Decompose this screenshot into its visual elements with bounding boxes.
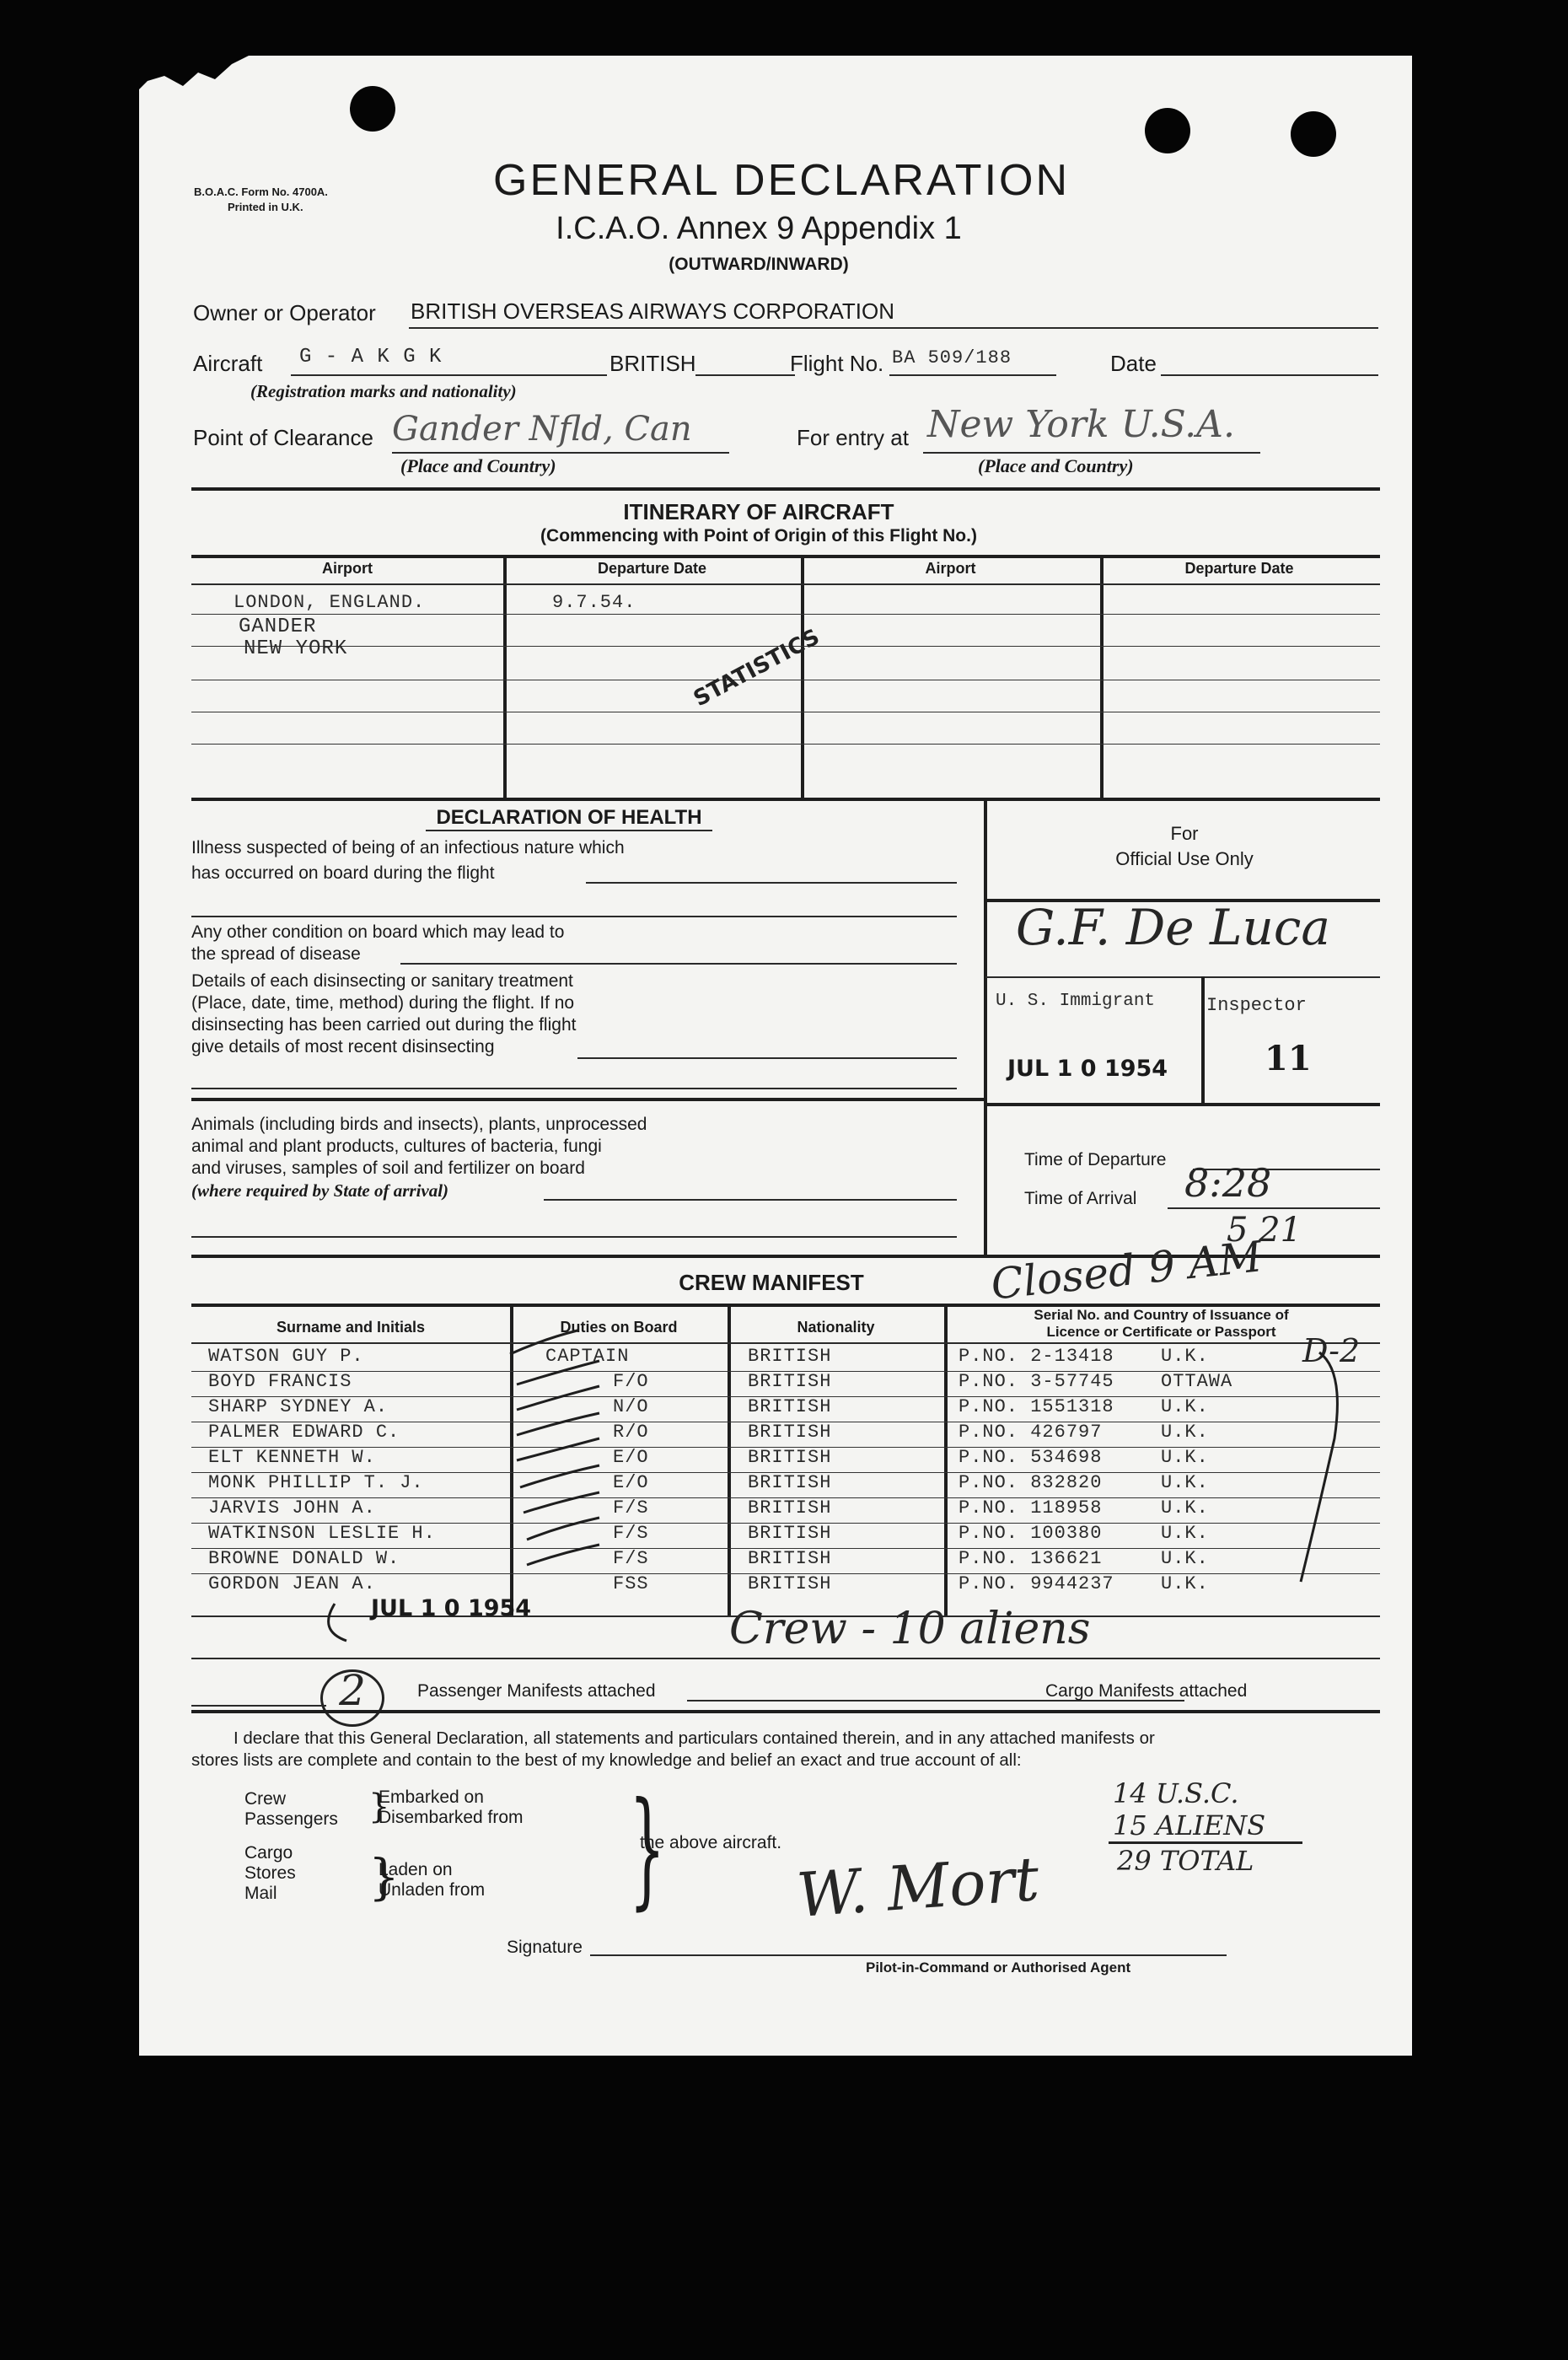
health-q1-line2: has occurred on board during the flight [191,863,495,883]
crew-country: U.K. [1161,1346,1209,1367]
itinerary-airport-1: LONDON, ENGLAND. [234,592,426,613]
tally-usc: 14 U.S.C. [1113,1777,1239,1809]
health-q2-line1: Any other condition on board which may lead to [191,922,565,942]
crew-nationality: BRITISH [748,1422,832,1443]
crew-pno: P.NO. 3-57745 [959,1371,1114,1392]
health-q4-line2: animal and plant products, cultures of bacteria, fungi [191,1137,602,1156]
time-arrival-value: 8:28 [1184,1160,1272,1206]
crew-title: CREW MANIFEST [679,1270,864,1295]
official-inspector-number: 11 [1265,1039,1312,1078]
health-q1-line1: Illness suspected of being of an infectious nature which [191,838,625,857]
health-title: DECLARATION OF HEALTH [436,806,702,829]
printed-in: Printed in U.K. [228,201,303,213]
signature-label: Signature [507,1938,583,1957]
crew-nationality: BRITISH [748,1573,832,1594]
itinerary-title: ITINERARY OF AIRCRAFT [623,499,894,524]
itinerary-date-1: 9.7.54. [552,592,636,613]
place-caption-2: (Place and Country) [978,455,1134,476]
crew-pno: P.NO. 426797 [959,1422,1103,1443]
declaration-crew: Crew [244,1789,287,1809]
signature-line [590,1954,1227,1956]
official-extra-mark: 5 21 [1227,1211,1302,1250]
crew-name: JARVIS JOHN A. [208,1497,376,1519]
tally-total: 29 TOTAL [1117,1845,1254,1877]
declaration-line-2: stores lists are complete and contain to the best of my knowledge and belief an exact and true account of all: [191,1750,1022,1770]
crew-duty: F/O [613,1371,649,1392]
aircraft-value: G - A K G K [299,346,443,368]
crew-col-name: Surname and Initials [276,1319,426,1336]
flight-value: BA 509/188 [892,347,1012,368]
crew-name: WATSON GUY P. [208,1346,364,1367]
crew-nationality: BRITISH [748,1346,832,1367]
owner-value: BRITISH OVERSEAS AIRWAYS CORPORATION [411,298,895,324]
crew-country: U.K. [1161,1548,1209,1569]
clearance-value: Gander Nfld, Can [392,410,692,449]
crew-nationality: BRITISH [748,1548,832,1569]
crew-col-serial-1: Serial No. and Country of Issuance of [1034,1307,1289,1323]
crew-nationality: BRITISH [748,1472,832,1493]
declaration-passengers: Passengers [244,1809,338,1829]
declaration-line-1: I declare that this General Declaration, all statements and particulars contained therein, and in any attached manifests or [234,1728,1155,1748]
tally-aliens: 15 ALIENS [1113,1809,1266,1841]
crew-name: PALMER EDWARD C. [208,1422,400,1443]
entry-value: New York U.S.A. [927,403,1235,446]
crew-name: SHARP SYDNEY A. [208,1396,389,1417]
pilot-label: Pilot-in-Command or Authorised Agent [866,1959,1131,1976]
official-signature: G.F. De Luca [1016,899,1330,956]
crew-pno: P.NO. 100380 [959,1523,1103,1544]
crew-count-note: Crew - 10 aliens [729,1604,1091,1654]
crew-nationality: BRITISH [748,1447,832,1468]
itinerary-col-airport-1: Airport [322,560,373,577]
declaration-cargo: Cargo [244,1843,293,1863]
crew-pno: P.NO. 832820 [959,1472,1103,1493]
official-use-only: Official Use Only [1115,848,1254,869]
health-q3-line3: disinsecting has been carried out during the flight [191,1015,577,1035]
flight-label: Flight No. [790,351,884,376]
itinerary-col-departure-1: Departure Date [597,560,707,577]
official-for: For [1170,823,1199,844]
official-stamp-date: JUL 1 0 1954 [1007,1056,1168,1082]
crew-note-rule [191,1658,1380,1659]
health-q3-line1: Details of each disinsecting or sanitary treatment [191,971,573,991]
official-inspector: Inspector [1206,995,1307,1016]
crew-duty: N/O [613,1396,649,1417]
crew-nationality: BRITISH [748,1497,832,1519]
crew-col-serial-2: Licence or Certificate or Passport [1046,1324,1276,1340]
form-direction: (OUTWARD/INWARD) [669,255,849,274]
time-departure-label: Time of Departure [1024,1150,1167,1169]
crew-name: GORDON JEAN A. [208,1573,376,1594]
declaration-embarked: Embarked on [379,1787,484,1807]
aircraft-label: Aircraft [193,351,263,376]
brace-1: } [368,1787,390,1826]
cargo-manifests-label: Cargo Manifests attached [1045,1681,1248,1701]
crew-nationality: BRITISH [748,1371,832,1392]
time-arrival-label: Time of Arrival [1024,1189,1137,1208]
itinerary-col-departure-2: Departure Date [1184,560,1294,577]
crew-country: U.K. [1161,1523,1209,1544]
place-caption-1: (Place and Country) [400,455,556,476]
declaration-stores: Stores [244,1863,296,1883]
crew-pno: P.NO. 2-13418 [959,1346,1114,1367]
crew-name: ELT KENNETH W. [208,1447,376,1468]
manifest-bottom-rule [191,1710,1380,1713]
itinerary-airport-2: GANDER [239,616,317,638]
crew-country: U.K. [1161,1396,1209,1417]
crew-col-duties: Duties on Board [560,1319,678,1336]
crew-country: OTTAWA [1161,1371,1233,1392]
crew-duty: F/S [613,1548,649,1569]
crew-nationality: BRITISH [748,1523,832,1544]
crew-duty: F/S [613,1497,649,1519]
crew-name: BOYD FRANCIS [208,1371,352,1392]
passenger-manifests-label: Passenger Manifests attached [417,1681,656,1701]
crew-duty: E/O [613,1472,649,1493]
crew-d-note: D-2 [1302,1332,1361,1369]
clearance-label: Point of Clearance [193,425,373,450]
declaration-unladen: Unladen from [379,1880,486,1900]
entry-label: For entry at [797,425,909,450]
itinerary-subtitle: (Commencing with Point of Origin of this Flight No.) [540,526,977,546]
crew-duty: FSS [613,1573,649,1594]
official-immigrant: U. S. Immigrant [996,992,1156,1011]
crew-pno: P.NO. 9944237 [959,1573,1114,1594]
declaration-mail: Mail [244,1884,277,1903]
health-q3-line4: give details of most recent disinsecting [191,1037,495,1056]
crew-duty: F/S [613,1523,649,1544]
health-q4-line4: (where required by State of arrival) [191,1180,449,1201]
crew-country: U.K. [1161,1447,1209,1468]
crew-col-nationality: Nationality [797,1319,875,1336]
crew-nationality: BRITISH [748,1396,832,1417]
pilot-signature: W. Mort [794,1843,1042,1931]
crew-pno: P.NO. 118958 [959,1497,1103,1519]
itinerary-col-airport-2: Airport [925,560,976,577]
declaration-laden: Laden on [379,1860,453,1879]
crew-pno: P.NO. 136621 [959,1548,1103,1569]
crew-country: U.K. [1161,1422,1209,1443]
declaration-form [139,56,1412,2056]
tally-underline [1109,1841,1302,1844]
form-number: B.O.A.C. Form No. 4700A. [194,185,328,198]
big-brace: } [629,1776,666,1922]
crew-duty: E/O [613,1447,649,1468]
registration-caption: (Registration marks and nationality) [250,381,517,401]
passenger-count: 2 [339,1666,366,1715]
statistics-stamp: STATISTICS [689,624,824,712]
health-q2-line2: the spread of disease [191,944,361,964]
crew-closed-note: Closed 9 AM [988,1232,1265,1309]
crew-country: U.K. [1161,1472,1209,1493]
health-q3-line2: (Place, date, time, method) during the flight. If no [191,993,575,1013]
aircraft-nationality: BRITISH [609,351,696,376]
health-q4-line3: and viruses, samples of soil and fertilizer on board [191,1158,585,1178]
crew-pno: P.NO. 1551318 [959,1396,1114,1417]
crew-name: BROWNE DONALD W. [208,1548,400,1569]
declaration-disembarked: Disembarked from [379,1808,524,1827]
declaration-above-aircraft: the above aircraft. [640,1833,782,1852]
date-label: Date [1110,351,1157,376]
crew-duty: R/O [613,1422,649,1443]
crew-duty: CAPTAIN [545,1346,630,1367]
crew-pno: P.NO. 534698 [959,1447,1103,1468]
form-subtitle: I.C.A.O. Annex 9 Appendix 1 [556,211,962,246]
brace-2: } [368,1848,400,1906]
crew-country: U.K. [1161,1573,1209,1594]
passenger-count-line [191,1705,326,1707]
crew-stamp-date: JUL 1 0 1954 [371,1595,532,1621]
form-title: GENERAL DECLARATION [493,156,1071,205]
health-q4-line1: Animals (including birds and insects), plants, unprocessed [191,1115,647,1134]
crew-country: U.K. [1161,1497,1209,1519]
owner-label: Owner or Operator [193,300,376,325]
crew-name: MONK PHILLIP T. J. [208,1472,424,1493]
crew-name: WATKINSON LESLIE H. [208,1523,436,1544]
itinerary-airport-3: NEW YORK [244,637,348,660]
